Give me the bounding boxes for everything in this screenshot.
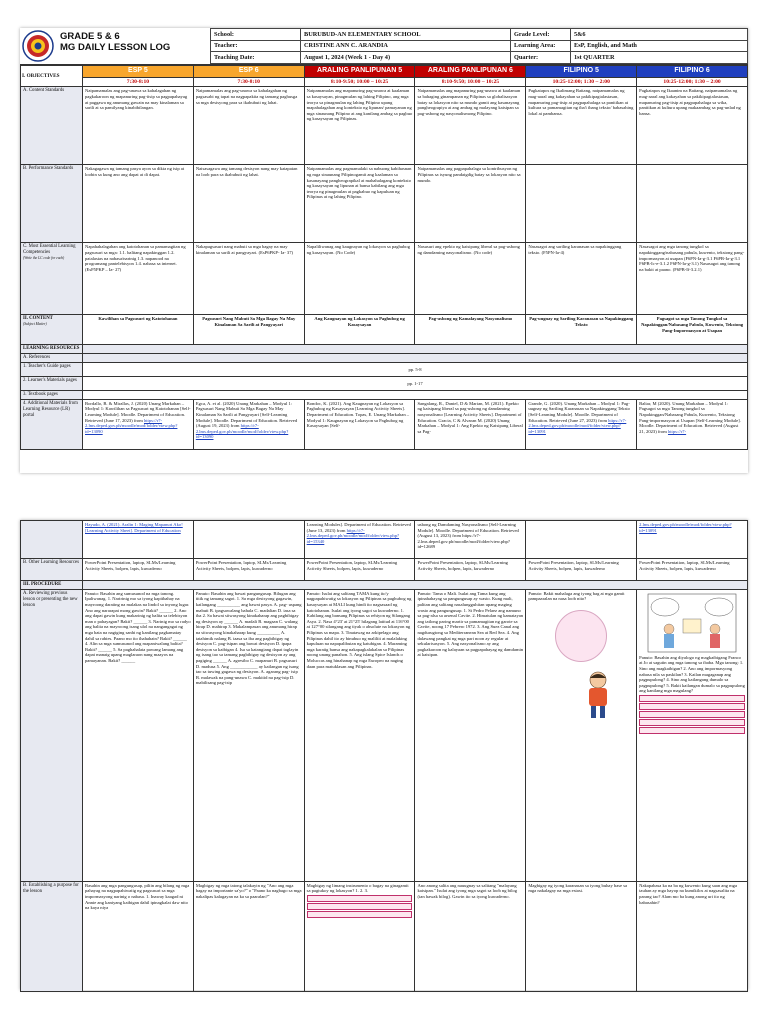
other-resources-cell: PowerPoint Presentation, laptop, SLMs/Learning Activity Sheets, bolpen, lapis, kuwaderno (415, 559, 526, 581)
references-row (21, 354, 748, 363)
competency-cell: Nasasagot ang mga tanong tungkol sa napakinggang/nabasang pabula, kuwento, tekstong pang-impormasyon at usapan (F6PN-Ia-g-3.1 F6PB-Ia-g-3.1 F6PB-Ic-e-3.1.2 F6PN-Ia-g-3.1) Nasasagot ang tanong na bakit at paano. (F6PB-If-3.2.1) (637, 243, 748, 315)
answer-line (307, 911, 413, 918)
subject-fil6: FILIPINO 6 (637, 66, 748, 78)
learners-materials-row (21, 377, 748, 391)
additional-cell (304, 399, 415, 449)
other-resources-label: B. Other Learning Resources (21, 559, 83, 581)
time-esp5: 7:30-8:10 (83, 77, 194, 87)
competencies-note: (Write the LC code for each) (23, 256, 65, 261)
review-cell: Panuto: Basahin ang sumusunod na mga tanong. Ipaliwanag. 1. Naririnig mo sa iyong kapitbahay na mayroong darating na malakas na lindol sa inyong lugar. Ano ang nararapat mong gawin? Bakit? ______ 2. Ano ang dapat gawin kung makarinig ng balita sa telebisyon man o pahayagan? Bakit? ______ 3. Narinig mo sa radyo ang balita na mayroong isang ulol na nangangagat ng mga bata na nagiging sanhi ng kanilang pagkamatay dahil sa rabies. Paano mo ito ihahahain? Bakit? ______ 4. Alin sa mga sumusunod ang mapaniwalang balita? Bakit? ______ 5. Sa paghahalata pawang lamang ang dapat manaig upang maglaraon nang maayos na pamayanan. Bakit? ______ (83, 589, 194, 881)
time-ap5: 8:10-9:50; 10:00 – 10:25 (304, 77, 415, 87)
content-standard-cell: Naipamamalas ang mapanuring pag-unawa at kaalaman sa bahaging ginampanan ng Pilipinas sa globalisasyon batay sa lokasyon nito sa mundo gamit ang kasanayang pangheograpiya at ang ambag ng malayang kaisipan sa pag-usbong ng nasyonalismong Pilipino. (415, 87, 526, 165)
content-cell: Kawilihan sa Pagsusuri ng Katotohanan (83, 315, 194, 345)
review-text: Panuto: Basahin ang diyalogo ng magkaibigang Franco at Jo at sagutin ang mga tanong sa ibaba. Mga tanong: 1. Sino ang magkaibigan? 2. Ano ang impormasyong nabasa nila sa paskilan? 3. Kailan magaganap ang pagpupulong? 4. Sino ang kailangang dumalo sa pagpupulong? 5. Bakit kailangan dumalo sa pagpupulong ang kanilang mga magulang? (639, 654, 745, 694)
title-block (60, 28, 210, 64)
competencies-row (21, 243, 748, 315)
school-value: BURUBUD-AN ELEMENTARY SCHOOL (301, 29, 511, 41)
date-value: August 1, 2024 (Week 1 - Day 4) (301, 52, 511, 64)
resources-row (21, 345, 748, 354)
additional-link[interactable]: https://r7-2.lms.deped.gov.ph/moodle/mod/folder/view.php?id=13090 (195, 423, 289, 440)
references-spacer (83, 354, 748, 363)
teachers-guide-label: 1. Teacher's Guide pages (21, 363, 83, 377)
additional-cont-cell (83, 521, 194, 559)
additional-cont-text: usbong ng Damdaming Nasyonalismo [Self-Learning Module]. Moodle. Department of Education. Retrieved (August 13, 2023) from https://r7-2.lms.deped.gov.ph/moodle/mod/folder/view.php?id=12689 (417, 522, 519, 550)
additional-link[interactable]: https://r7-2.lms.deped.gov.ph/moodle/mod/folder/view.php?id=13090 (85, 417, 178, 434)
title-line-2: MG DAILY LESSON LOG (60, 41, 171, 53)
lesson-table-2 (20, 520, 748, 992)
additional-text: Bordallo, B. & Mirallas, J. (2020) Unang Markahan – Modyul 1: Kawilihan sa Pagsusuri ng Katotohanan [Self-Learning Module]. Moodle. Department of Education. Retrieved (June 17, 2023) from (85, 400, 191, 423)
procedure-spacer (83, 581, 748, 590)
additional-cont-label (21, 521, 83, 559)
other-resources-cell: PowerPoint Presentation, laptop, SLMs/Learning Activity Sheets, bolpen, lapis, kuwaderno (83, 559, 194, 581)
additional-cell (415, 399, 526, 449)
additional-cont-cell (193, 521, 304, 559)
subject-ap5: ARALING PANLIPUNAN 5 (304, 66, 415, 78)
answer-line (639, 719, 745, 726)
additional-materials-cont-row (21, 521, 748, 559)
additional-cont-link[interactable]: 2.lms.deped.gov.ph/moodle/mod/folder/view.php?id=13091 (639, 522, 732, 533)
teacher-value: CRISTINE ANN C. ARANDIA (301, 40, 511, 52)
subject-header-row (21, 66, 748, 78)
competency-cell: Nasusuri ang epekto ng kaisipang liberal sa pag-usbong ng damdaming nasyonalismo. (No code) (415, 243, 526, 315)
thought-bubble-image (555, 610, 607, 662)
performance-standard-cell: Naipamamalas ang pagpapahalaga sa kontribusyon ng Pilipinas sa isyung pandaigdig batay sa lokasyon nito sa mundo. (415, 165, 526, 243)
header (20, 28, 748, 65)
resources-label: LEARNING RESOURCES (21, 345, 83, 354)
review-row (21, 589, 748, 881)
additional-text: Baltar, M (2020). Unang Markahan – Modyul 1: Pagsagot sa mga Tanong tungkol sa Napakinggan/Nabasang Pabula, Kuwento, Tekstong Pang-impormasyon at Usapan [Self-Learning Module]. Moodle. Department of Education. Retrieved (August 21, 2023) from (639, 400, 741, 434)
time-esp6: 7:30-8:10 (193, 77, 304, 87)
answer-line (639, 703, 745, 710)
purpose-row (21, 881, 748, 991)
purpose-cell (304, 881, 415, 991)
teachers-guide-pages: pp. 5-8 (83, 363, 748, 377)
competency-cell: Napaliliwanag ang kaugnayan ng lokasyon sa paghubog ng kasaysayan. (No Code) (304, 243, 415, 315)
resources-spacer (83, 345, 748, 354)
additional-cont-cell (304, 521, 415, 559)
content-row (21, 315, 748, 345)
content-note: (Subject Matter) (23, 322, 47, 327)
performance-standard-cell: Nakagagawa ng tamang pasya ayon sa dikta ng isip at loobin sa kung ano ang dapat at di dapat. (83, 165, 194, 243)
answer-line (307, 895, 413, 902)
performance-standard-cell: Naipamamalas ang pagmamalaki sa nabuong kabihasnan ng mga sinaunang Pilipinogamit ang kaalaman sa kasanayang pangheograpikal at mahahalagang konteksto ng kasaysayan ng lipunan at bansa kabilang ang mga teorya ng pinagmulan at pagkabuo ng kapuluan ng Pilipinas at ng lahing Pilipino. (304, 165, 415, 243)
time-row (21, 77, 748, 87)
objectives-heading: I. OBJECTIVES (21, 66, 83, 87)
purpose-cell: Nakapabasa ka na ba ng kuwento kung saan ang mga tauhan ay mga hayop na kumikilos at nagsasalita na parang tao? Alam mo ba kung anong uri ito ng babasahin? (637, 881, 748, 991)
competency-cell: Nasasagot ang sariling karanasan sa napakinggang teksto. (F5PN-Ia-4) (526, 243, 637, 315)
review-cell: Panuto: Basahin ang bawat pangungusap. Bilugan ang titik ng tamang sagot. 1. Sa mga desisyong gagawin, kailangang __________ ang bawat pasya. A. pag- uspang mabuti B. ipagsawalang bahala C. madalian D. iasa sa iba 2. Sa bawat sitwasyong kinakaharap ang pagbibigay ng desisyon ay ______ A. madali B. magaan C. walang hirap D. mahirap 3. Makalampasan ang anumang hirap na sitwasyong kinakaharap kung __________ A. tatahimik nalang B. iaasa sa iba ang pagbibigay ng desisyon C. pag-isipan ang bawat desisyon D. ipapa desisyon sa kaibigan 4. Isa sa katangiang dapat taglayin ng isang tao sa tamang pagbibigay ng desisyon ay ang pagiging ______ A. agresibo C. mapanuri B. pagsusuri D. madusa 5. Ang ____________ ay kailangan ng isang tao sa tuwing gagawa ng desisyon. A. agarang pag- isip B. malawak na pang-unawa C. makitid na pag-isip D. mabilisang pag-isip (193, 589, 304, 881)
additional-cont-cell (526, 521, 637, 559)
purpose-label: B. Establishing a purpose for the lesson (21, 881, 83, 991)
content-standards-row (21, 87, 748, 165)
review-text: Panuto: Bakit mahalaga ang iyong bag at mga gamit pampaaralan na nasa loob nito? (528, 590, 625, 602)
learners-materials-label: 2. Learner's Materials pages (21, 377, 83, 391)
purpose-cell: Ano anong salita ang nauugnay sa salitang "malayang kaisipan." Isulat ang iyong mga sagot sa loob ng bilog (ian hawak bilog). Gawin ito sa iyong kuwaderno. (415, 881, 526, 991)
answer-line (639, 711, 745, 718)
subject-fil5: FILIPINO 5 (526, 66, 637, 78)
answer-line (307, 903, 413, 910)
additional-cell (83, 399, 194, 449)
subject-ap6: ARALING PANLIPUNAN 6 (415, 66, 526, 78)
content-cell: Pag-uugnay ng Sariling Karanasan sa Napakinggang Teksto (526, 315, 637, 345)
teacher-label: Teacher: (211, 40, 301, 52)
performance-standards-row (21, 165, 748, 243)
quarter-label: Quarter: (511, 52, 571, 64)
learners-materials-pages: pp. 1-17 (83, 377, 748, 391)
additional-cell (637, 399, 748, 449)
additional-text: Bondoc, K. (2021). Ang Kaugnayan ng Lokasyon sa Paghubog ng Kasaysayan [Learning Activity Sheets]. Department of Education. Topas, E. Unang Markahan – Modyul 1: Kaugnayan ng Lokasyon sa Paghubog ng Kasaysayan [Self- (306, 400, 410, 429)
procedure-row (21, 581, 748, 590)
additional-text: Egca, A. et al. (2020) Unang Markahan – Modyul 1: Pagsusuri Nang Mabuti Sa Mga Bagay Na May Kinalaman Sa Sarili at Pangyayari [Self-Learning Module]. Moodle. Department of Education. Retrieved (August 19, 2023) from (195, 400, 298, 429)
references-label: A. References (21, 354, 83, 363)
purpose-cell: Magbigay ng iyong karanasan sa iyong buhay base sa mga nakalagay na mga estasi. (526, 881, 637, 991)
review-cell: Panuto: Tama o Mali. Isulat ang Tama kung ang ipinahahayag sa pangungusap ay wasto. Kung mali, palitan ang salitang nasalungguhitan upang maging wasto ang pangungusap. 1. Si Pedro Pelaez ang namuno sa pag-alsa sa arsenal Cavite. 2. Himatulan ng kamatayan ang tatlong paring martir sa pamamagitan ng garote sa Cavite, noong 17 Pebrero 1972. 3. Ang Suez Canal ang nagdurugtong sa Mediterranean Sea at Red Sea. 4. Ang dalawang pangkat ng mga pari noon ay regular at sekularisasyon. 5. Ang nasyonalismo ay ang pagkakaroon ng kalayaan sa pagpapahayag ng damdamin at kaisipan. (415, 589, 526, 881)
additional-cell (526, 399, 637, 449)
area-label: Learning Area: (511, 40, 571, 52)
additional-link[interactable]: https://r7- (667, 428, 687, 434)
purpose-cell: Basahin ang mga pangungusap, piliin ang bilang ng mga pahayag na nagpapahiwatig ng pagsusuri sa mga impormasyong narinig o nabasa. 1. Inaway kaagad ni Annie ang kaniyang kaibigan dahil ipinagkalat daw nito na kaya niya (83, 881, 194, 991)
review-cell (526, 589, 637, 881)
additional-materials-label: 4. Additional Materials from Learning Resource (LR) portal (21, 399, 83, 449)
teachers-guide-row (21, 363, 748, 377)
textbook-row (21, 391, 748, 400)
additional-cell (193, 399, 304, 449)
additional-text: Sangalang, R., Daniel, D & Marian, M. (2021). Epekto ng kaisipang liberal sa pag-usbong ng damdaming nasyonalismo [Learning Activity Sheets]. Department of Education. Gracia, C & Alvaran M. (2020) Unang Markahan – Modyul 1: Ang Epekto ng Kaisipang Liberal sa Pag- (417, 400, 523, 434)
grade-label: Grade Level: (511, 29, 571, 41)
additional-cont-link[interactable]: https://r7-2.lms.deped.gov.ph/moodle/mod/folder/view.php?id=15340 (306, 527, 400, 544)
content-title: II. CONTENT (23, 316, 53, 322)
subject-esp6: ESP 6 (193, 66, 304, 78)
deped-seal-icon (22, 30, 54, 62)
answer-line (639, 695, 745, 702)
purpose-cell: Magbigay ng mga tatong talakayin ng "Ano ang mga bagay na importante sa'yo?" o "Paano ka nagbago sa mga nakalipas kalagayan na ka sa paaralan?" (193, 881, 304, 991)
content-cell: Ang Kaugnayan ng Lokasyon sa Paghubog ng Kasaysayan (304, 315, 415, 345)
school-label: School: (211, 29, 301, 41)
time-fil6: 10:25-12:00; 1:30 – 2:00 (637, 77, 748, 87)
competency-cell: Napahahalagahan ang katotohanan sa pamamagitan ng pagsusuri sa mga: 1.1. balitang napakinggan 1.2. patalastas na nabasa/narinig 1.3. napanood na programang pantelebisyon 1.4. nabasa sa internet. (EsP5PKP – Ia- 27) (83, 243, 194, 315)
content-standards-label: A. Content Standards (21, 87, 83, 165)
review-cell (637, 589, 748, 881)
additional-cont-cell (637, 521, 748, 559)
performance-standard-cell (637, 165, 748, 243)
time-ap6: 8:10-9:50; 10:00 – 10:25 (415, 77, 526, 87)
grade-value: 5&6 (571, 29, 748, 41)
content-standard-cell: Naipamamalas ang pag-unawa sa kahalagahan ng pagsasabi ng tapat na nagpapakita ng tamang paghusga sa mga desisyong para sa ikabubuti ng lahat. (193, 87, 304, 165)
content-cell: Pag-usbong ng Kamalayang Nasyonalismo (415, 315, 526, 345)
additional-cont-text: Learning Modules]. Department of Education. Retrieved (June 13, 2023) from (306, 522, 411, 533)
quarter-value: 1st QUARTER (571, 52, 748, 64)
review-cell: Panuto: Isulat ang salitang TAMA kung ito'y nagpapahiwatig sa lokasyon ng Pilipinas sa paghubog ng kasaysayan at MALI kung hindi ito nagsasaad ng katotohanan. Isulat ang iyong sagot sa kuwaderno. 1. Kabilang ang bansang Pilipinas sa rehiyon ng Silangang Asya. 2. Nasa 4°23' at 21°25' hilagang latitud at 116°00 at 127°00 silangang ang tiyak o absolute na lokasyon ng Pilipinas sa mapa. 3. Tinatawag na arkipelago ang Pilipinas dahil ito ay binubuo ng maliliit at malalaking kapuluan na napapalibutan ng katubigan. 4. Maraming mga karatig bansa ang nakapagkalakalan sa Pilipinas noong unang panahon. 5. Ang islang Spice Islands o Moluccas ang hinahanap ng mga Europeo na naging daan para matuklasan ang Pilipinas. (304, 589, 415, 881)
content-standard-cell: Pagkatapos ng Ikalimang Baitang, naipamamalas ng mag-aaral ang kakayahan sa pakikipagtalastasan, mapanuring pag-iisip at pagpapahalaga sa panitikan at kultura sa pamamagitan ng iba't ibang teksto/ babasahing lokal at pambansa. (526, 87, 637, 165)
competencies-label (21, 243, 83, 315)
dialogue-comic-icon (647, 593, 737, 653)
time-fil5: 10:25-12:00; 1:30 – 2:00 (526, 77, 637, 87)
info-table (210, 28, 748, 64)
performance-standard-cell (526, 165, 637, 243)
content-standard-cell: Naipamamalas ang pag-unawa sa kahalagahan ng pagkakaroon ng mapanuring pag-iisip sa pagpapahayag at paggawa ng anumang gawain na may kinalaman sa sarili at sa pamilyang kinabibilangan. (83, 87, 194, 165)
other-resources-cell: PowerPoint Presentation, laptop, SLMs/Learning Activity Sheets, bolpen, lapis, kuwaderno (304, 559, 415, 581)
page-2 (20, 520, 748, 990)
textbook-pages (83, 391, 748, 400)
purpose-text: Magbigay ng limang instrumento o bagay na ginagamit sa pagtukoy ng lokasyon? 1. 2. 3. (306, 882, 409, 894)
date-label: Teaching Date: (211, 52, 301, 64)
page-1 (20, 28, 748, 473)
other-resources-row (21, 559, 748, 581)
title-line-1: GRADE 5 & 6 (60, 31, 120, 42)
review-label: A. Reviewing previous lesson or presenting the new lesson (21, 589, 83, 881)
performance-standards-label: B. Performance Standards (21, 165, 83, 243)
procedure-label: III. PROCEDURE (21, 581, 83, 590)
other-resources-cell: PowerPoint Presentation, laptop, SLMs/Learning Activity Sheets, bolpen, lapis, kuwaderno (526, 559, 637, 581)
other-resources-cell: PowerPoint Presentation, laptop, SLMs/Learning Activity Sheets, bolpen, lapis, kuwaderno (637, 559, 748, 581)
additional-materials-row (21, 399, 748, 449)
area-value: EsP, English, and Math (571, 40, 748, 52)
additional-cont-cell (415, 521, 526, 559)
competency-cell: Nakapagsasuri nang mabuti sa mga bagay na may kinalaman sa sarili at pangyayari. (EsP6PKP- Ia- 37) (193, 243, 304, 315)
other-resources-cell: PowerPoint Presentation, laptop, SLMs/Learning Activity Sheets, bolpen, lapis, kuwaderno (193, 559, 304, 581)
content-standard-cell: Naipamamalas ang mapanuring pag-unawa at kaalaman sa kasaysayan, pinagmulan ng lahing Pilipino, ang mga teorya sa pinagmulan ng lahing Pilipino upang mapahalagahan ang konteksto ng lipunan/ pamayanan ng mga sinaunang Pilipino at ang kanilang ambag sa pagbuo ng kasaysayan ng Pilipinas. (304, 87, 415, 165)
lesson-table-1 (20, 65, 748, 450)
content-label (21, 315, 83, 345)
student-illustration-icon (578, 670, 618, 720)
subject-esp5: ESP 5 (83, 66, 194, 78)
performance-standard-cell: Naisasagawa ang tamang desisyon nang may katapatan na loob para sa ikabubuti ng lahat. (193, 165, 304, 243)
content-standard-cell: Pagkatapos ng Ikaanim na Baitang, naipamamalas ng mag-aaral ang kakayahan sa pakikipagtalastasan, mapanuring pag-iisip at pagpapahalaga sa wika, panitikan at kultura upang makaambag sa pag-unlad ng bansa. (637, 87, 748, 165)
textbook-label: 3. Textbook pages (21, 391, 83, 400)
answer-line (639, 727, 745, 734)
competencies-title: C. Most Essential Learning Competencies (23, 244, 76, 256)
additional-text: Grande, G. (2020). Unang Markahan – Modyul 1: Pag-uugnay ng Sariling Karanasan sa Napakinggang Teksto [Self-Learning Module]. Moodle. Department of Education. Retrieved (June 27, 2023) from (528, 400, 630, 423)
content-cell: Pagsusuri Nang Mabuti Sa Mga Bagay Na May Kinalaman Sa Sarili at Pangyayari (193, 315, 304, 345)
additional-cont-link[interactable]: Hayudo, A. (2021). Aralin 1: Maging Mapanuri Ako! [Learning Activity Sheet]. Department of Education (85, 522, 183, 533)
content-cell: Pagsagot sa mga Tanong Tungkol sa Napakinggan/Nabasang Pabula, Kuwento, Tekstong Pang-Impormasyon at Usapan (637, 315, 748, 345)
additional-link[interactable]: https://r7-2.lms.deped.gov.ph/moodle/mod/folder/view.php?id=13091 (528, 417, 627, 434)
